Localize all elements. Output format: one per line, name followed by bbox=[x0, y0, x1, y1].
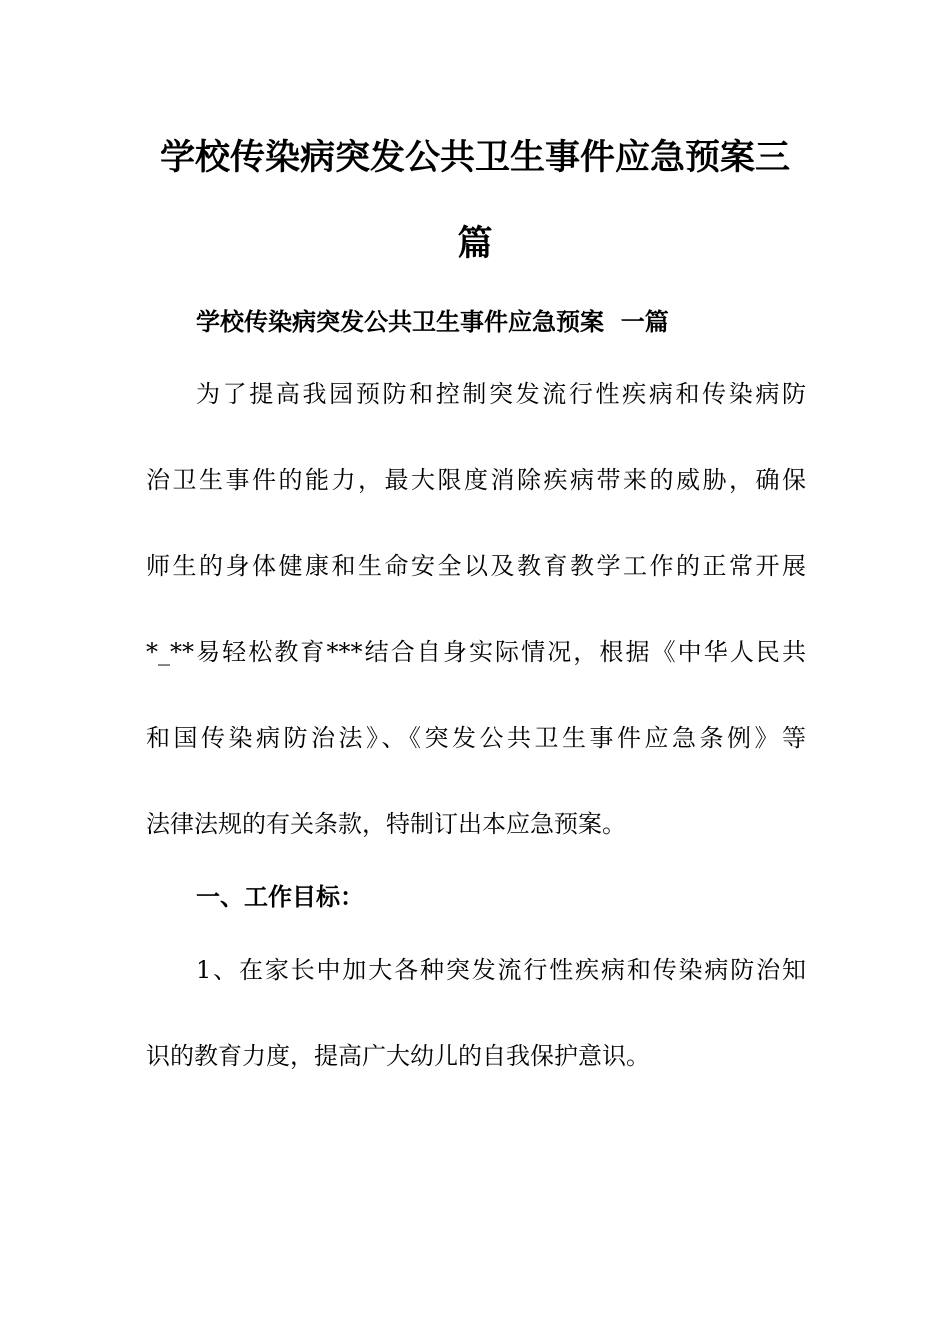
document-title-line-2: 篇 bbox=[457, 224, 493, 264]
section-heading-work-goals: 一、工作目标： bbox=[196, 883, 364, 911]
paragraph-line: 法律法规的有关条款，特制订出本应急预案。 bbox=[146, 810, 626, 838]
paragraph-line: 治卫生事件的能力，最大限度消除疾病带来的威胁，确保 bbox=[146, 466, 806, 494]
paragraph-line: 识的教育力度，提高广大幼儿的自我保护意识。 bbox=[146, 1042, 650, 1070]
paragraph-line: *_**易轻松教育***结合自身实际情况，根据《中华人民共 bbox=[146, 638, 806, 666]
document-title-line-1: 学校传染病突发公共卫生事件应急预案三 bbox=[159, 138, 790, 178]
paragraph-line: 师生的身体健康和生命安全以及教育教学工作的正常开展 bbox=[146, 552, 806, 580]
paragraph-line: 和国传染病防治法》、《突发公共卫生事件应急条例》等 bbox=[146, 724, 806, 752]
paragraph-line: 1、在家长中加大各种突发流行性疾病和传染病防治知 bbox=[196, 956, 806, 984]
document-subtitle: 学校传染病突发公共卫生事件应急预案 一篇 bbox=[196, 308, 669, 336]
paragraph-line: 为了提高我园预防和控制突发流行性疾病和传染病防 bbox=[196, 380, 806, 408]
